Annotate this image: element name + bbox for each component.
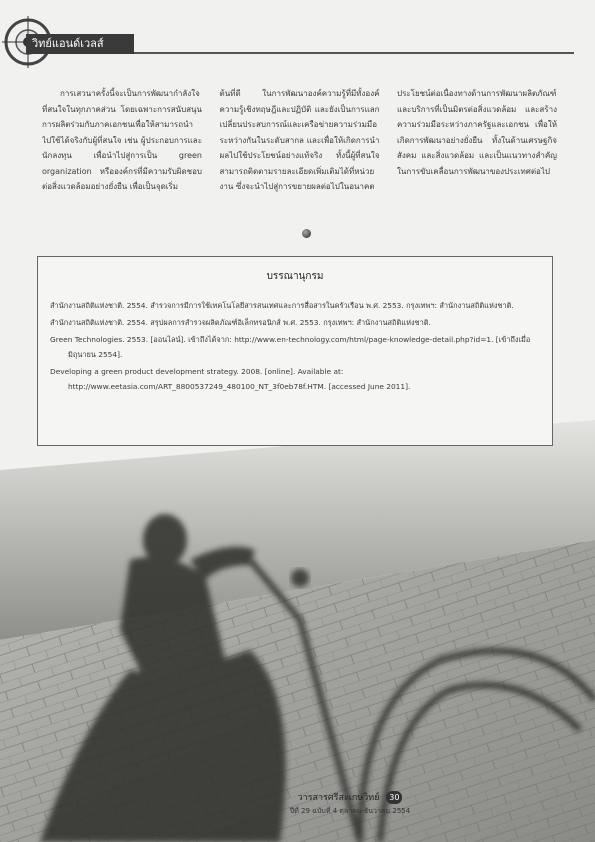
article-column-2: [220, 86, 380, 194]
reference-item: Developing a green product development strategy. 2008. [online]. Available at: http://www.eetasia.com/ART_8800537249_480100_NT_3f0eb78f.HTM. [accessed June 2011].: [50, 367, 411, 391]
journal-issue: ปีที่ 29 ฉบับที่ 4 ตุลาคม-ธันวาคม 2554: [289, 807, 411, 815]
bicycle-shadow-photo: [0, 400, 595, 842]
column-paragraph: ต้นที่ดี ในการพัฒนาองค์ความรู้ที่มีทั้งองค์ความรู้เชิงทฤษฎีและปฏิบัติ และยังเป็นการแลกเปลี่ยนประสบการณ์และเครือข่ายความร่วมมือระหว่างกันในระดับสากล และเพื่อให้เกิดการนำผลไปใช้ประโยชน์อย่างแท้จริง ทั้งนี้ผู้ที่สนใจสามารถติดตามรายละเอียดเพิ่มเติมได้ที่หน่วยงาน ซึ่งจะนำไปสู่การขยายผลต่อไปในอนาคต: [219, 89, 380, 191]
reference-item: สำนักงานสถิติแห่งชาติ. 2554. สรุปผลการสำรวจผลิตภัณฑ์อิเล็กทรอนิกส์ พ.ศ. 2553. กรุงเทพฯ: สำนักงานสถิติแห่งชาติ.: [50, 318, 431, 327]
bullet-divider-icon: [302, 229, 311, 238]
column-paragraph: การเสวนาครั้งนี้จะเป็นการพัฒนากำลังใจที่สนใจในทุกภาคส่วน โดยเฉพาะการสนับสนุนการผลิตร่วมกับภาคเอกชนเพื่อให้สามารถนำไปใช้ได้จริงกับผู้ที่สนใจ เช่น ผู้ประกอบการและนักลงทุน เพื่อนำไปสู่การเป็น green organization หรือองค์กรที่มีความรับผิดชอบต่อสิ่งแวดล้อมอย่างยั่งยืน เพื่อเป็นจุดเริ่ม: [42, 89, 202, 191]
page-footer: [250, 790, 450, 817]
page-header: [0, 0, 595, 80]
article-columns: [42, 86, 557, 194]
header-rule: [134, 52, 574, 54]
journal-title: วารสารศรีสะเกษวิทย์: [297, 793, 380, 803]
bibliography-title: บรรณานุกรม: [266, 271, 324, 282]
reference-item: สำนักงานสถิติแห่งชาติ. 2554. สำรวจการมีการใช้เทคโนโลยีสารสนเทศและการสื่อสารในครัวเรือน พ.ศ. 2553. กรุงเทพฯ: สำนักงานสถิติแห่งชาติ.: [50, 301, 514, 310]
reference-item: Green Technologies. 2553. [ออนไลน์]. เข้าถึงได้จาก: http://www.en-technology.com/html/page-knowledge-detail.php?id=1. [เข้าถึงเมื่อ มิถุนายน 2554].: [50, 335, 531, 359]
bibliography-box: [37, 256, 553, 446]
page-number: 30: [386, 791, 402, 804]
column-paragraph: ประโยชน์ต่อเนื่องทางด้านการพัฒนาผลิตภัณฑ์และบริการที่เป็นมิตรต่อสิ่งแวดล้อม และสร้างความร่วมมือระหว่างภาครัฐและเอกชน เพื่อให้เกิดการพัฒนาอย่างยั่งยืน ทั้งในด้านเศรษฐกิจ สังคม และสิ่งแวดล้อม และเป็นแนวทางสำคัญในการขับเคลื่อนการพัฒนาของประเทศต่อไป: [397, 89, 557, 176]
section-tab: วิทย์แอนด์เวลส์: [26, 34, 134, 54]
article-column-3: [397, 86, 557, 194]
article-column-1: [42, 86, 202, 194]
